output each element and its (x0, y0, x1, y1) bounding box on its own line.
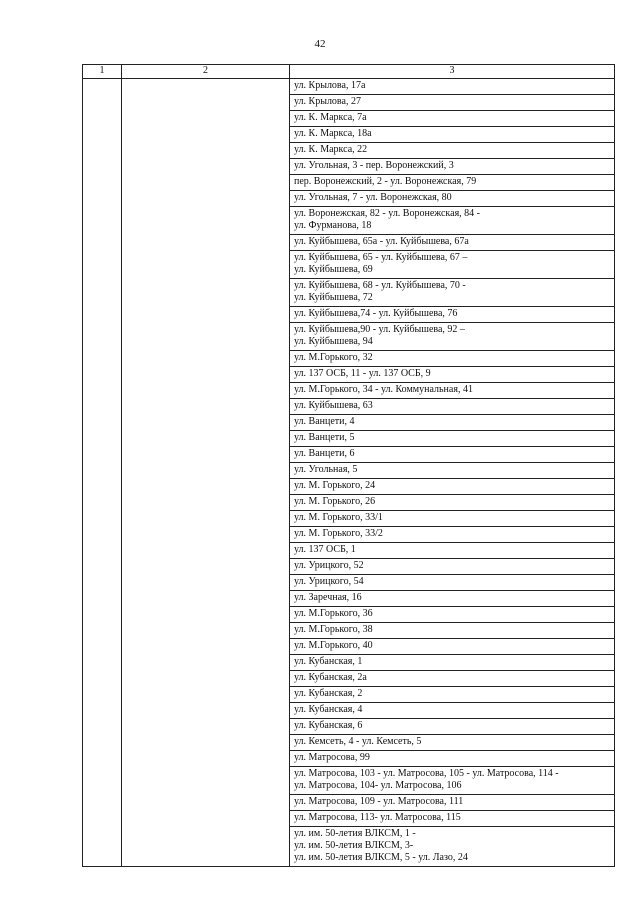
address-cell: ул. Кубанская, 6 (290, 719, 615, 735)
address-cell: ул. Кубанская, 1 (290, 655, 615, 671)
address-cell: ул. М. Горького, 24 (290, 479, 615, 495)
address-cell: ул. Матросова, 103 - ул. Матросова, 105 - ул. Матросова, 114 - ул. Матросова, 104- ул. Матросова, 106 (290, 767, 615, 795)
table-body (83, 79, 615, 867)
address-cell: ул. К. Маркса, 18а (290, 127, 615, 143)
address-cell: ул. Урицкого, 54 (290, 575, 615, 591)
address-cell: ул. М. Горького, 33/2 (290, 527, 615, 543)
address-cell: ул. Куйбышева, 65а - ул. Куйбышева, 67а (290, 235, 615, 251)
address-cell: ул. К. Маркса, 22 (290, 143, 615, 159)
address-cell: ул. К. Маркса, 7а (290, 111, 615, 127)
address-cell: ул. им. 50-летия ВЛКСМ, 1 - ул. им. 50-летия ВЛКСМ, 3- ул. им. 50-летия ВЛКСМ, 5 - ул. Лазо, 24 (290, 827, 615, 867)
address-cell: ул. М.Горького, 34 - ул. Коммунальная, 41 (290, 383, 615, 399)
column-header-3: 3 (290, 65, 615, 79)
address-cell: ул. Матросова, 113- ул. Матросова, 115 (290, 811, 615, 827)
address-cell: ул. Матросова, 99 (290, 751, 615, 767)
address-cell: ул. 137 ОСБ, 1 (290, 543, 615, 559)
address-cell: ул. Ванцети, 5 (290, 431, 615, 447)
address-cell: ул. М. Горького, 33/1 (290, 511, 615, 527)
page-number: 42 (314, 38, 326, 50)
column-1-cell (83, 79, 122, 867)
address-cell: ул. Ванцети, 6 (290, 447, 615, 463)
address-cell: ул. Матросова, 109 - ул. Матросова, 111 (290, 795, 615, 811)
address-cell: ул. Ванцети, 4 (290, 415, 615, 431)
address-table (82, 64, 615, 867)
address-cell: ул. Крылова, 27 (290, 95, 615, 111)
address-cell: ул. Урицкого, 52 (290, 559, 615, 575)
address-cell: ул. Угольная, 5 (290, 463, 615, 479)
address-cell: ул. Кубанская, 2 (290, 687, 615, 703)
address-cell: пер. Воронежский, 2 - ул. Воронежская, 79 (290, 175, 615, 191)
column-2-cell (122, 79, 290, 867)
table-header-row (83, 65, 615, 79)
address-cell: ул. Куйбышева, 65 - ул. Куйбышева, 67 – ул. Куйбышева, 69 (290, 251, 615, 279)
address-cell: ул. Куйбышева, 63 (290, 399, 615, 415)
address-cell: ул. Кемсеть, 4 - ул. Кемсеть, 5 (290, 735, 615, 751)
address-cell: ул. Куйбышева, 68 - ул. Куйбышева, 70 - ул. Куйбышева, 72 (290, 279, 615, 307)
address-cell: ул. Кубанская, 2а (290, 671, 615, 687)
column-header-1: 1 (83, 65, 122, 79)
address-cell: ул. М.Горького, 32 (290, 351, 615, 367)
address-cell: ул. Куйбышева,90 - ул. Куйбышева, 92 – ул. Куйбышева, 94 (290, 323, 615, 351)
address-cell: ул. М.Горького, 38 (290, 623, 615, 639)
address-cell: ул. Кубанская, 4 (290, 703, 615, 719)
address-cell: ул. 137 ОСБ, 11 - ул. 137 ОСБ, 9 (290, 367, 615, 383)
column-header-2: 2 (122, 65, 290, 79)
address-cell: ул. Угольная, 3 - пер. Воронежский, 3 (290, 159, 615, 175)
address-cell: ул. Воронежская, 82 - ул. Воронежская, 84 - ул. Фурманова, 18 (290, 207, 615, 235)
address-cell: ул. Куйбышева,74 - ул. Куйбышева, 76 (290, 307, 615, 323)
address-cell: ул. М.Горького, 40 (290, 639, 615, 655)
address-cell: ул. Угольная, 7 - ул. Воронежская, 80 (290, 191, 615, 207)
table-row (83, 79, 615, 95)
address-cell: ул. М.Горького, 36 (290, 607, 615, 623)
address-cell: ул. Крылова, 17а (290, 79, 615, 95)
address-cell: ул. Заречная, 16 (290, 591, 615, 607)
address-cell: ул. М. Горького, 26 (290, 495, 615, 511)
